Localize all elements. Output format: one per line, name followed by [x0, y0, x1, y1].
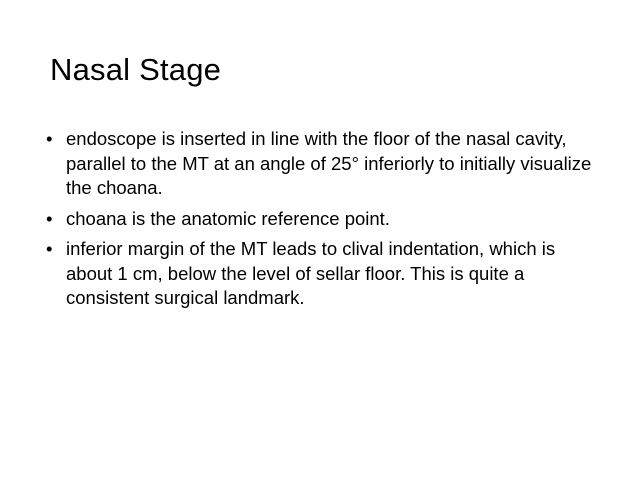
bullet-text: choana is the anatomic reference point. — [66, 207, 390, 229]
bullet-list — [46, 127, 606, 317]
slide-title: Nasal Stage — [50, 52, 222, 87]
bullet-marker: • — [46, 238, 53, 259]
bullet-text: endoscope is inserted in line with the floor of the nasal cavity, parallel to the MT at an angle of 25° inferiorly to initially visualize the choana. — [66, 128, 592, 198]
bullet-marker: • — [46, 207, 53, 229]
bullet-item — [46, 207, 606, 232]
bullet-text: inferior margin of the MT leads to clival indentation, which is about 1 cm, below the level of sellar floor. This is quite a consistent surgical landmark. — [66, 238, 556, 308]
bullet-item — [46, 237, 606, 311]
bullet-marker: • — [46, 128, 53, 149]
bullet-item — [46, 127, 606, 201]
